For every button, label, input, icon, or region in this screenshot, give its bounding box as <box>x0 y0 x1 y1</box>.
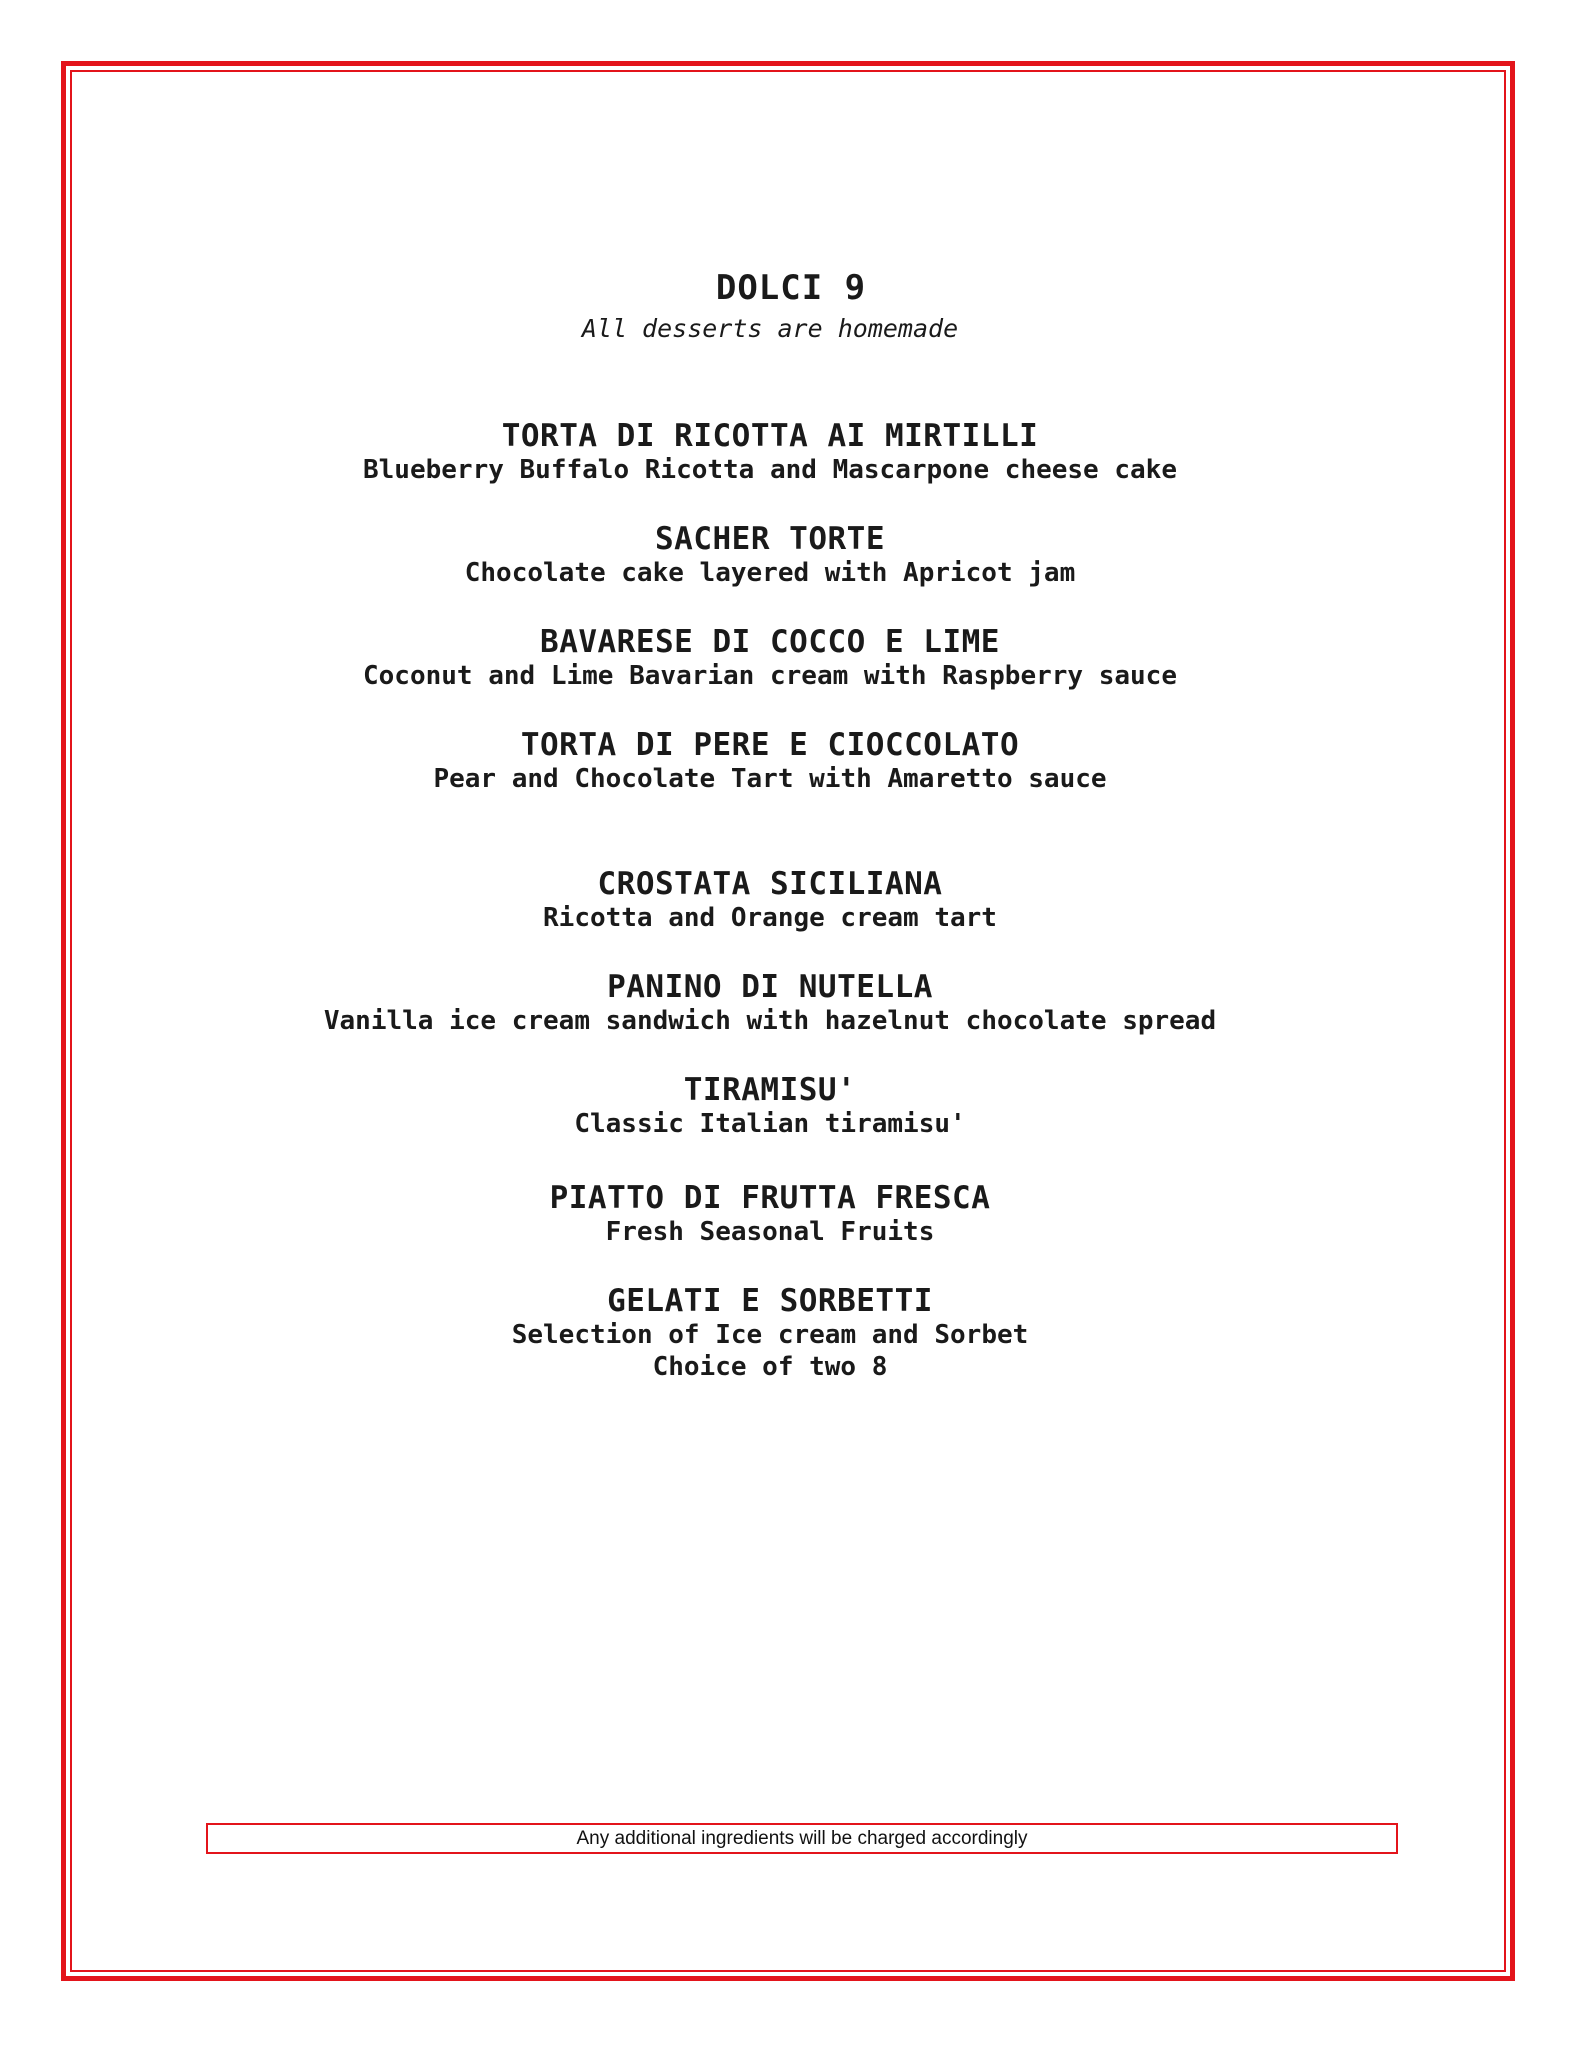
menu-item <box>0 521 1540 589</box>
menu-item-name: SACHER TORTE <box>655 521 885 557</box>
menu-item-name: GELATI E SORBETTI <box>607 1283 933 1319</box>
menu-item-description: Pear and Chocolate Tart with Amaretto sauce <box>433 764 1107 794</box>
menu-item-description: Blueberry Buffalo Ricotta and Mascarpone cheese cake <box>363 455 1177 485</box>
menu-item-name: TORTA DI RICOTTA AI MIRTILLI <box>501 418 1039 454</box>
menu-item-name: BAVARESE DI COCCO E LIME <box>540 624 1000 660</box>
menu-item-note: Choice of two 8 <box>652 1352 888 1382</box>
menu-item <box>0 624 1540 692</box>
menu-item-name: TORTA DI PERE E CIOCCOLATO <box>520 727 1020 763</box>
menu-title: DOLCI 9 <box>715 268 867 308</box>
menu-item-name: PANINO DI NUTELLA <box>607 969 933 1005</box>
menu-subtitle: All desserts are homemade <box>581 314 959 343</box>
menu-item-description: Classic Italian tiramisu' <box>574 1109 966 1139</box>
menu-item-name: TIRAMISU' <box>683 1072 857 1108</box>
menu-item <box>0 969 1540 1037</box>
menu-item <box>0 418 1540 486</box>
menu-item-description: Ricotta and Orange cream tart <box>543 903 997 933</box>
menu-item <box>0 1283 1540 1383</box>
menu-item-description: Fresh Seasonal Fruits <box>605 1217 935 1247</box>
menu-item-description: Coconut and Lime Bavarian cream with Raspberry sauce <box>363 661 1177 691</box>
menu-item-description: Chocolate cake layered with Apricot jam <box>464 558 1076 588</box>
menu-item-description: Selection of Ice cream and Sorbet <box>511 1320 1029 1350</box>
menu-item-name: CROSTATA SICILIANA <box>597 866 943 902</box>
footer-notice: Any additional ingredients will be charged accordingly <box>206 1823 1398 1854</box>
menu-item <box>0 866 1540 934</box>
menu-item-name: PIATTO DI FRUTTA FRESCA <box>549 1180 991 1216</box>
menu-item <box>0 1180 1540 1248</box>
menu-item-description: Vanilla ice cream sandwich with hazelnut chocolate spread <box>323 1006 1217 1036</box>
menu-item <box>0 1072 1540 1140</box>
menu-item <box>0 727 1540 795</box>
